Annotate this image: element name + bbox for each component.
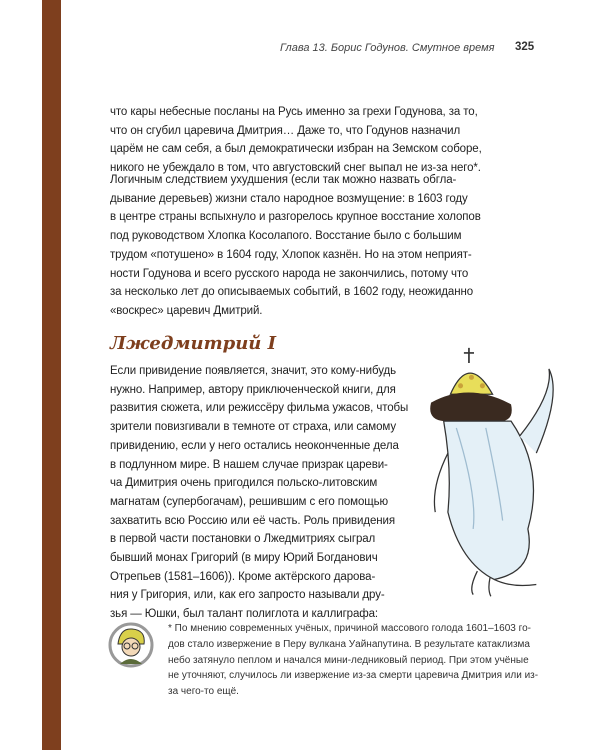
text-line: трудом «потушено» в 1604 году, Хлопок казнён. Но на этом неприят- (110, 248, 472, 261)
text-line: ча Димитрия очень пригодился польско-литовским (110, 477, 378, 490)
text-line: привидению, если у него остались неоконченные дела (110, 439, 399, 452)
text-line: ности Годунова и всего русского народа не закончились, потому что (110, 267, 469, 280)
text-line: «воскрес» царевич Дмитрий. (110, 304, 263, 317)
footnote-line: * По мнению современных учёных, причиной массового голода 1601–1603 го- (168, 623, 531, 634)
text-line: в первой части постановки о Лжедмитриях сыграл (110, 533, 376, 546)
text-line: Логичным следствием ухудшения (если так можно назвать обгла- (110, 174, 457, 186)
text-line: что он сгубил царевича Дмитрия… Даже то, что Годунов назначил (110, 124, 461, 137)
footnote (168, 621, 538, 700)
text-line: за несколько лет до описываемых событий, в 1602 году, неожиданно (110, 286, 473, 299)
text-line: зья — Юшки, был талант полиглота и каллиграфа: (110, 608, 379, 621)
footnote-line: дов стало извержение в Перу вулкана Уайнапутина. В результате катаклизма (168, 638, 530, 650)
text-line: захватить всю Россию или её часть. Роль привидения (110, 514, 395, 527)
text-line: дывание деревьев) жизни стало народное возмущение: в 1603 году (110, 192, 468, 205)
paragraph-2 (110, 171, 481, 321)
text-line: никого не убеждало в том, что августовский снег выпал не из-за него*. (110, 162, 481, 175)
text-line: царём не сам себя, а был демократически избран на Земском соборе, (110, 143, 482, 156)
text-line: нужно. Например, автору приключенческой книги, для (110, 383, 396, 396)
text-line: под руководством Хлопка Косолапого. Восстание было с большим (110, 230, 462, 243)
page-number: 325 (515, 41, 535, 53)
text-line: Отрепьев (1581–1606)). Кроме актёрского дарова- (110, 570, 376, 583)
section-paragraph (110, 362, 408, 624)
text-line: в центре страны вспыхнуло и разгорелось крупное восстание холопов (110, 211, 481, 224)
text-line: развития сюжета, или режиссёру фильма ужасов, чтобы (110, 402, 409, 415)
text-line: что кары небесные посланы на Русь именно за грехи Годунова, за то, (110, 106, 478, 118)
page-edge-bar (42, 0, 61, 750)
text-line: бывший монах Григорий (в миру Юрий Богданович (110, 552, 378, 565)
paragraph-1 (110, 103, 482, 178)
footnote-line: за чего-то ещё. (168, 686, 239, 698)
running-title: Глава 13. Борис Годунов. Смутное время (280, 42, 495, 54)
text-line: в подлунном мире. В нашем случае призрак цареви- (110, 458, 388, 471)
footnote-line: небо затянуло пеплом и начался мини-ледниковый период. При этом учёные (168, 654, 529, 666)
ghost-tsar-illustration (410, 320, 570, 620)
narrator-avatar-icon (108, 622, 154, 668)
text-line: зрители повизгивали в темноте от страха, или самому (110, 421, 396, 434)
text-line: магнатам (супербогачам), решившим с его помощью (110, 495, 389, 508)
text-line: Если привидение появляется, значит, это кому-нибудь (110, 365, 396, 377)
footnote-line: не уточняют, случилось ли извержение из-за смерти царевича Дмитрия или из- (168, 670, 539, 682)
text-line: ния у Григория, или, как его запросто называли дру- (110, 589, 385, 602)
section-heading: Лжедмитрий I (110, 333, 277, 354)
